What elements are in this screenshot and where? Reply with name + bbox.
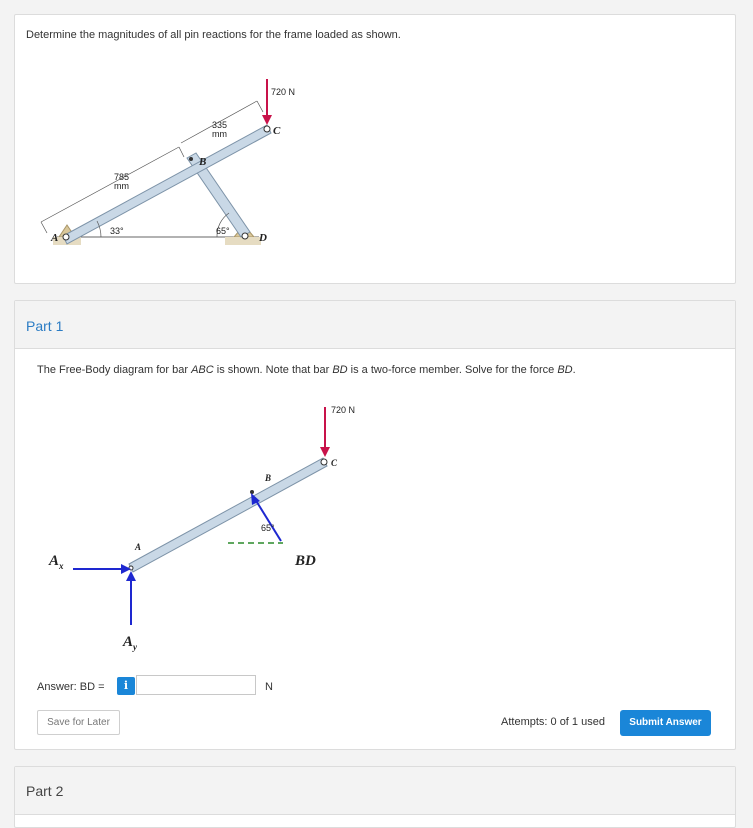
part1-header: [15, 301, 735, 349]
fbd-point-a-label: A: [135, 542, 142, 552]
part2-title: Part 2: [26, 783, 64, 799]
angle-a-label: 33°: [110, 226, 124, 236]
load-label: 720 N: [271, 87, 296, 97]
fbd-ay-label: $A_y$: [123, 634, 138, 652]
problem-statement: Determine the magnitudes of all pin reactions for the frame loaded as shown.: [26, 29, 401, 41]
part1-prompt: The Free-Body diagram for bar ABC is shown. Note that bar BD is a two-force member. Solve for the force BD.: [37, 364, 576, 376]
angle-d-label: 65°: [216, 226, 230, 236]
fbd-load-label: 720 N: [331, 405, 356, 415]
free-body-diagram: [33, 393, 373, 663]
part1-card: [14, 300, 736, 750]
fbd-pin-b: [250, 490, 254, 494]
pin-b: [189, 157, 193, 161]
part1-title: Part 1: [26, 318, 64, 334]
save-for-later-button[interactable]: Save for Later: [37, 710, 120, 735]
dim-ab-unit: mm: [114, 181, 129, 191]
fbd-pin-c: [321, 459, 327, 465]
problem-card: [14, 14, 736, 284]
point-d-label: D: [259, 232, 267, 244]
fbd-ay-arrowhead: [126, 571, 136, 581]
answer-input[interactable]: [136, 675, 256, 695]
fbd-load-arrowhead: [320, 447, 330, 457]
dim-bc-value: 335: [212, 120, 228, 130]
dim-bc-unit: mm: [212, 129, 227, 139]
pin-d: [242, 233, 248, 239]
info-icon[interactable]: i: [117, 677, 135, 695]
fbd-point-b-label: B: [265, 473, 272, 483]
pin-a: [63, 234, 69, 240]
unit-label: N: [265, 681, 273, 693]
dim-ab-value: 785: [114, 172, 130, 182]
point-c-label: C: [273, 125, 281, 137]
load-arrowhead: [262, 115, 272, 125]
point-b-label: B: [199, 156, 207, 168]
part2-header: [15, 767, 735, 815]
attempts-status: Attempts: 0 of 1 used: [501, 716, 605, 728]
fbd-bd-arrow: [255, 499, 281, 541]
frame-figure: [29, 55, 309, 270]
fbd-ax-label: $A_x$: [49, 553, 64, 571]
fbd-angle-label: 65°: [261, 523, 275, 533]
answer-label: Answer: BD =: [37, 681, 105, 693]
part2-card: [14, 766, 736, 828]
submit-answer-button[interactable]: Submit Answer: [620, 710, 711, 736]
point-a-label: A: [51, 232, 59, 244]
fbd-bd-label: BD: [295, 553, 316, 569]
fbd-point-c-label: C: [331, 458, 338, 468]
pin-c: [264, 126, 270, 132]
